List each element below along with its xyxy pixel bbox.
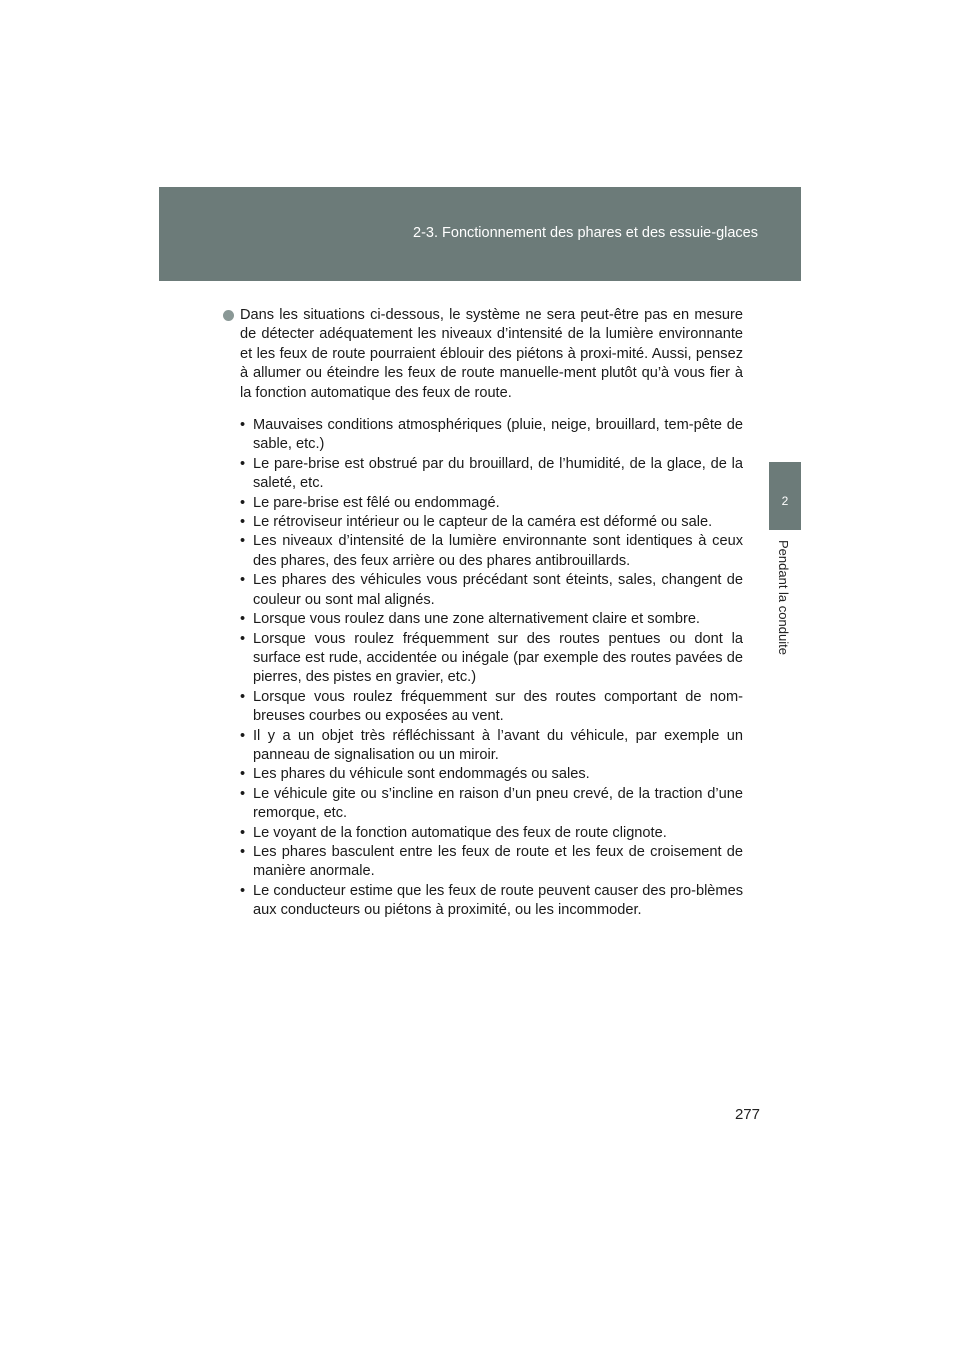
list-bullet: • <box>240 533 246 550</box>
list-item <box>240 513 743 532</box>
intro-paragraph <box>240 306 743 403</box>
list-bullet: • <box>240 766 246 783</box>
page-number: 277 <box>734 1106 760 1123</box>
list-item <box>240 455 743 494</box>
list-bullet: • <box>240 727 246 744</box>
chapter-number: 2 <box>781 494 789 508</box>
list-item <box>240 630 743 688</box>
list-item-text: Le voyant de la fonction automatique des feux de route clignote. <box>253 824 667 841</box>
list-item-text: Les niveaux d’intensité de la lumière environnante sont identiques à ceux des phares, des feux arrière ou des phares antibrouillards. <box>253 533 743 569</box>
list-item-text: Les phares des véhicules vous précédant sont éteints, sales, changent de couleur ou sont mal alignés. <box>253 572 743 608</box>
list-bullet: • <box>240 688 246 705</box>
list-item-text: Mauvaises conditions atmosphériques (pluie, neige, brouillard, tem-pête de sable, etc.) <box>253 417 743 453</box>
bullet-circle-icon <box>223 310 234 321</box>
list-bullet: • <box>240 417 246 434</box>
list-bullet: • <box>240 455 246 472</box>
list-item <box>240 765 743 784</box>
chapter-label: Pendant la conduite <box>776 540 791 655</box>
list-item-text: Lorsque vous roulez fréquemment sur des routes pentues ou dont la surface est rude, accidentée ou inégale (par exemple des routes pavées de pierres, des pistes en gravier, etc.) <box>253 630 743 686</box>
list-bullet: • <box>240 882 246 899</box>
list-item <box>240 688 743 727</box>
list-bullet: • <box>240 611 246 628</box>
list-item-text: Lorsque vous roulez dans une zone alternativement claire et sombre. <box>253 611 700 628</box>
list-item-text: Lorsque vous roulez fréquemment sur des routes comportant de nom-breuses courbes ou exposées au vent. <box>253 688 743 725</box>
list-item <box>240 824 743 843</box>
section-header-band <box>159 187 801 281</box>
list-item <box>240 785 743 824</box>
list-bullet: • <box>240 843 246 860</box>
main-content <box>240 306 743 921</box>
condition-list <box>240 416 743 921</box>
list-bullet: • <box>240 630 246 647</box>
list-bullet: • <box>240 824 246 841</box>
intro-text: Dans les situations ci-dessous, le système ne sera peut-être pas en mesure de détecter adéquatement les niveaux d’intensité de la lumière environnante et les feux de route pourraient éblouir des piétons à proxi-mité. Aussi, pensez à allumer ou éteindre les feux de route manuelle-ment plutôt qu’à vous fier à la fonction automatique des feux de route. <box>240 307 743 401</box>
chapter-tab <box>769 462 801 530</box>
list-bullet: • <box>240 785 246 802</box>
list-item <box>240 494 743 513</box>
list-item-text: Le pare-brise est obstrué par du brouillard, de l’humidité, de la glace, de la saleté, etc. <box>253 455 743 492</box>
list-item <box>240 727 743 766</box>
list-bullet: • <box>240 572 246 589</box>
list-item-text: Les phares basculent entre les feux de route et les feux de croisement de manière anormale. <box>253 843 743 880</box>
list-item <box>240 843 743 882</box>
list-item-text: Le conducteur estime que les feux de route peuvent causer des pro-blèmes aux conducteurs ou piétons à proximité, ou les incommoder. <box>253 882 743 919</box>
list-item <box>240 610 743 629</box>
list-item-text: Il y a un objet très réfléchissant à l’avant du véhicule, par exemple un panneau de signalisation ou un miroir. <box>253 727 743 763</box>
list-bullet: • <box>240 494 246 511</box>
list-item-text: Le véhicule gite ou s’incline en raison d’un pneu crevé, de la traction d’une remorque, etc. <box>253 785 743 822</box>
list-item-text: Les phares du véhicule sont endommagés ou sales. <box>253 766 590 783</box>
list-item-text: Le pare-brise est fêlé ou endommagé. <box>253 494 500 511</box>
section-title: 2-3. Fonctionnement des phares et des essuie-glaces <box>413 225 758 241</box>
list-item <box>240 882 743 921</box>
list-item <box>240 416 743 455</box>
list-bullet: • <box>240 514 246 531</box>
list-item <box>240 532 743 571</box>
list-item <box>240 571 743 610</box>
list-item-text: Le rétroviseur intérieur ou le capteur de la caméra est déformé ou sale. <box>253 514 713 531</box>
